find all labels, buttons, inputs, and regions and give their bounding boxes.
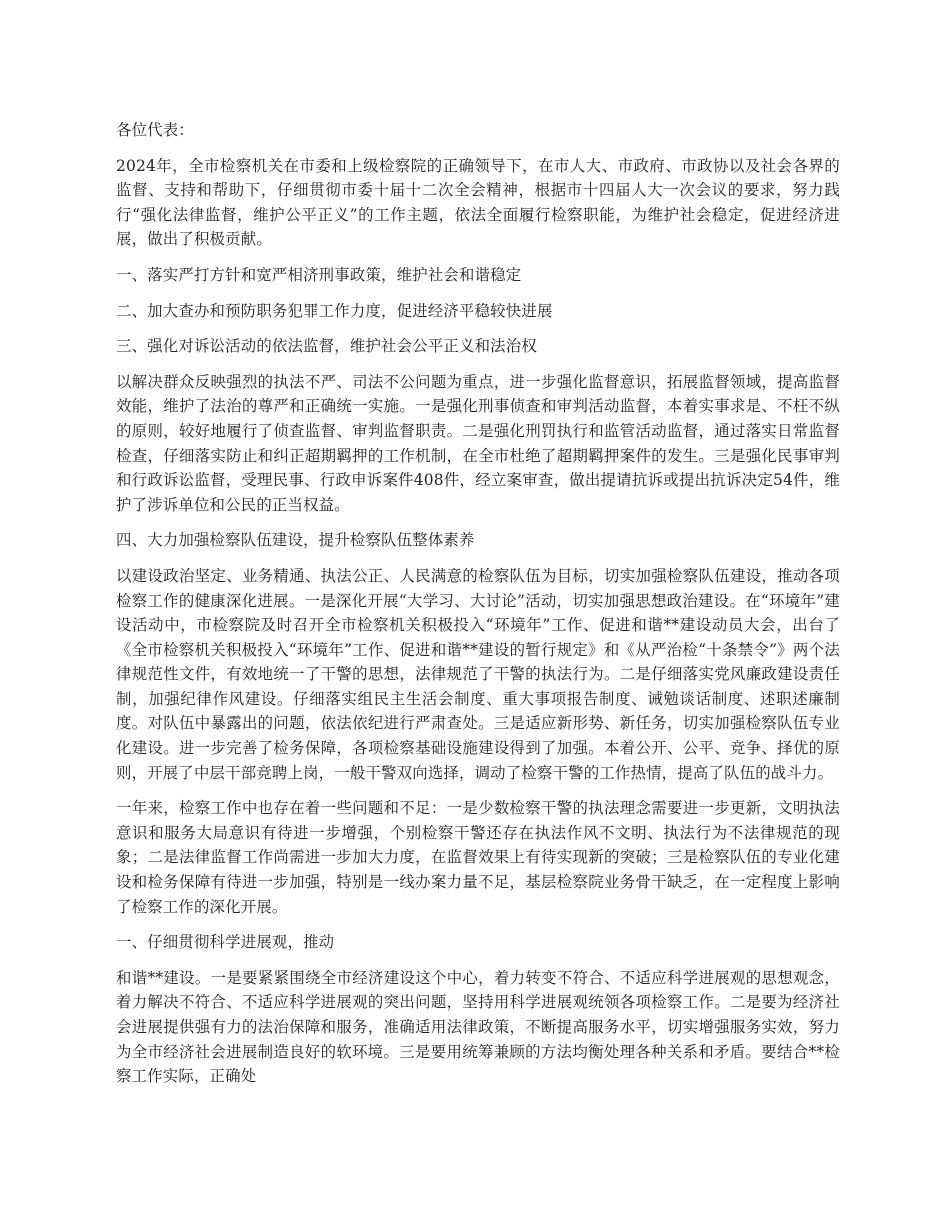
plan-heading-1: 一、仔细贯彻科学进展观，推动 [116,933,335,952]
section-heading-4: 四、大力加强检察队伍建设，提升检察队伍整体素养 [116,531,475,550]
section-heading-1: 一、落实严打方针和宽严相济刑事政策，维护社会和谐稳定 [116,265,522,284]
section-heading-3: 三、强化对诉讼活动的依法监督，维护社会公平正义和法治权 [116,337,537,356]
section-heading-2: 二、加大查办和预防职务犯罪工作力度，促进经济平稳较快进展 [116,301,553,320]
document-page [116,118,840,1100]
problems-paragraph: 一年来，检察工作中也存在着一些问题和不足：一是少数检察干警的执法理念需要进一步更新，文明执法意识和服务大局意识有待进一步增强，个别检察干警还存在执法作风不文明、执法行为不法律规范的现象；二是法律监督工作尚需进一步加大力度，在监督效果上有待实现新的突破；三是检察队伍的专业化建设和检务保障有待进一步加强，特别是一线办案力量不足，基层检察院业务骨干缺乏，在一定程度上影响了检察工作的深化开展。 [116,799,840,916]
salutation: 各位代表： [116,121,194,139]
team-building-paragraph: 以建设政治坚定、业务精通、执法公正、人民满意的检察队伍为目标，切实加强检察队伍建设，推动各项检察工作的健康深化进展。一是深化开展“大学习、大讨论”活动，切实加强思想政治建设。在“环境年”建设活动中，市检察院及时召开全市检察机关积极投入“环境年”工作、促进和谐**建设动员大会，出台了《全市检察机关积极投入“环境年”工作、促进和谐**建设的暂行规定》和《从严治检“十条禁令”》两个法律规范性文件，有效地统一了干警的思想，法律规范了干警的执法行为。二是仔细落实党风廉政建设责任制，加强纪律作风建设。仔细落实组民主生活会制度、重大事项报告制度、诫勉谈话制度、述职述廉制度。对队伍中暴露出的问题，依法依纪进行严肃查处。三是适应新形势、新任务，切实加强检察队伍专业化建设。进一步完善了检务保障，各项检察基础设施建设得到了加强。本着公开、公平、竞争、择优的原则，开展了中层干部竞聘上岗，一般干警双向选择，调动了检察干警的工作热情，提高了队伍的战斗力。 [116,566,840,782]
supervision-paragraph: 以解决群众反映强烈的执法不严、司法不公问题为重点，进一步强化监督意识，拓展监督领域，提高监督效能，维护了法治的尊严和正确统一实施。一是强化刑事侦查和审判活动监督，本着实事求是、不枉不纵的原则，较好地履行了侦查监督、审判监督职责。二是强化刑罚执行和监管活动监督，通过落实日常监督检查，仔细落实防止和纠正超期羁押的工作机制，在全市杜绝了超期羁押案件的发生。三是强化民事审判和行政诉讼监督，受理民事、行政申诉案件408件，经立案审查，做出提请抗诉或提出抗诉决定54件，维护了涉诉单位和公民的正当权益。 [116,372,840,514]
intro-paragraph: 2024年，全市检察机关在市委和上级检察院的正确领导下，在市人大、市政府、市政协以及社会各界的监督、支持和帮助下，仔细贯彻市委十届十二次全会精神，根据市十四届人大一次会议的要求，努力践行“强化法律监督，维护公平正义”的工作主题，依法全面履行检察职能，为维护社会稳定，促进经济进展，做出了积极贡献。 [116,156,840,249]
plan-paragraph: 和谐**建设。一是要紧紧围绕全市经济建设这个中心，着力转变不符合、不适应科学进展观的思想观念，着力解决不符合、不适应科学进展观的突出问题，坚持用科学进展观统领各项检察工作。二是要为经济社会进展提供强有力的法治保障和服务，准确适用法律政策，不断提高服务水平，切实增强服务实效，努力为全市经济社会进展制造良好的软环境。三是要用统筹兼顾的方法均衡处理各种关系和矛盾。要结合**检察工作实际，正确处 [116,968,840,1086]
